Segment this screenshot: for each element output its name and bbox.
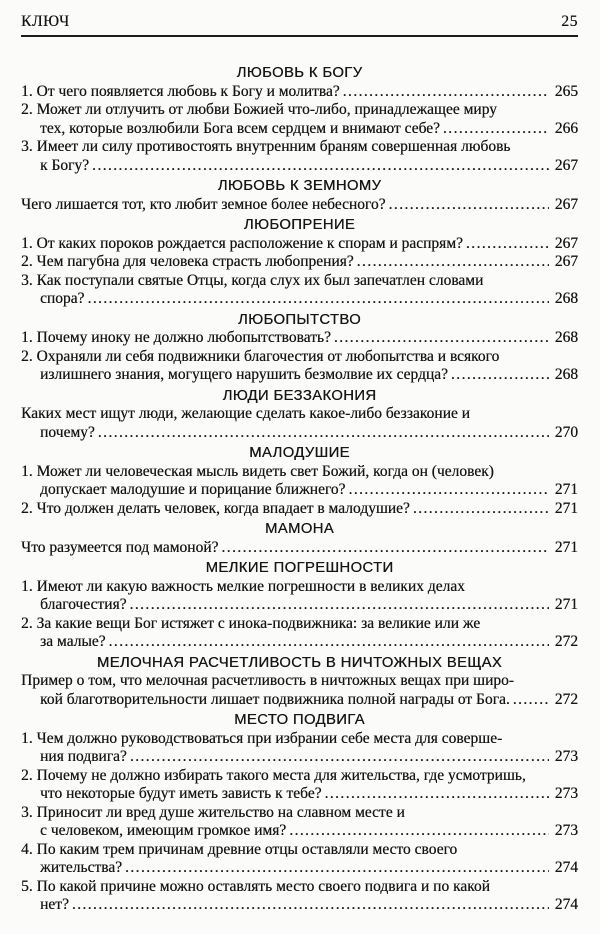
toc-entry [21,672,578,709]
entry-text: за малые? [40,633,106,650]
entry-page-number: 274 [554,896,578,913]
toc-entry [21,500,578,519]
entry-page-number: 267 [554,234,578,252]
dot-leader [343,83,549,102]
section-heading: ЛЮБОВЬ К БОГУ [236,65,363,81]
toc-entry-line [40,633,578,652]
entry-text: благочестия? [40,596,127,613]
entry-number: 1. [21,577,37,595]
entry-text: За какие вещи Бог истяжет с инока-подвижника: за великие или же [36,614,481,632]
toc-entry [21,196,578,215]
entry-page-number: 266 [554,119,578,137]
dot-leader [413,500,549,519]
toc-entry-line [21,878,578,897]
entry-text: По каким трем причинам древние отцы оставляли место своего [36,840,458,858]
toc-entry-line [21,463,578,482]
entry-text: ния подвига? [40,748,127,765]
dot-leader [98,424,549,443]
dot-leader [451,366,549,385]
entry-page-number: 272 [554,633,578,650]
toc-entry-line [40,290,578,309]
entry-page-number: 274 [554,859,578,876]
toc-entry-line [21,804,578,823]
entry-number: 2. [21,499,37,517]
table-of-contents [21,64,578,915]
toc-entry [21,578,578,615]
toc-entry-line [21,196,578,215]
entry-number: 1. [21,729,37,747]
entry-number: 3. [21,271,37,289]
toc-entry-line [21,235,578,254]
toc-entry-line [21,730,578,749]
toc-entry [21,405,578,442]
dot-leader [348,481,549,500]
running-title: КЛЮЧ [21,13,70,30]
entry-text: допускает малодушие и порицание ближнего? [40,481,346,498]
entry-number: 2. [21,347,37,365]
toc-entry [21,101,578,138]
entry-text: Чем пагубна для человека страсть любопрения? [36,253,354,270]
entry-page-number: 273 [554,748,578,765]
toc-entry-line [21,672,578,691]
toc-entry-line [40,424,578,443]
page-header [21,13,578,31]
dot-leader [221,539,549,558]
entry-page-number: 265 [554,82,578,100]
entry-page-number: 267 [554,253,578,270]
toc-entry [21,878,578,915]
toc-entry-line [40,785,578,804]
entry-text: Пример о том, что мелочная расчетливость в ничтожных вещах при широ- [21,672,514,689]
entry-number: 5. [21,877,37,895]
section-heading: ЛЮБОПРЕНИЕ [243,217,356,233]
dot-leader [72,896,549,915]
toc-entry [21,329,578,348]
entry-number: 1. [21,234,37,252]
toc-entry-line [21,253,578,272]
toc-entry-line [40,481,578,500]
entry-text: почему? [40,423,95,441]
toc-entry [21,841,578,878]
toc-entry [21,348,578,385]
entry-text: Имеют ли какую важность мелкие погрешности в великих делах [36,577,465,595]
toc-entry-line [40,120,578,139]
entry-number: 2. [21,614,37,632]
entry-page-number: 270 [554,423,578,441]
entry-text: жительства? [40,859,122,876]
dot-leader [513,691,549,710]
section-heading: МАЛОДУШИЕ [249,445,350,461]
entry-text: с человеком, имеющим громкое имя? [40,822,287,839]
toc-entry-line [21,500,578,519]
toc-entry-line [40,596,578,615]
entry-page-number: 268 [554,329,578,346]
toc-entry-line [40,366,578,385]
entry-text: Почему иноку не должно любопытствовать? [36,329,331,346]
entry-text: что некоторые будут иметь зависть к тебе? [40,785,322,802]
entry-number: 2. [21,766,37,784]
entry-text: Что должен делать человек, когда впадает в малодушие? [36,499,410,517]
entry-page-number: 271 [554,538,578,556]
entry-text: кой благотворительности лишает подвижника полной награды от Бога. [40,690,510,708]
entry-text: От каких пороков рождается расположение к спорам и распрям? [36,234,463,252]
dot-leader [334,329,549,348]
entry-text: От чего появляется любовь к Богу и молитва? [36,82,340,100]
entry-text: Как поступали святые Отцы, когда слух их был запечатлен словами [36,271,484,289]
entry-text: Чего лишается тот, кто любит земное более небесного? [21,195,386,213]
page-number: 25 [561,13,578,30]
entry-text: Приносит ли вред душе жительство на славном месте и [36,803,405,821]
entry-text: спора? [40,290,85,307]
entry-text: Может ли отлучить от любви Божией что-либо, принадлежащее миру [36,101,497,118]
section-heading: МЕЛКИЕ ПОГРЕШНОСТИ [205,560,394,576]
toc-entry-line [21,272,578,291]
entry-page-number: 273 [554,785,578,802]
dot-leader [357,253,549,272]
entry-text: Охраняли ли себя подвижники благочестия от любопытства и всякого [36,347,500,365]
toc-entry [21,235,578,254]
dot-leader [389,196,549,215]
entry-page-number: 271 [554,499,578,517]
section-heading: ЛЮДИ БЕЗЗАКОНИЯ [222,387,377,404]
toc-entry-line [40,859,578,878]
toc-entry-line [21,348,578,367]
dot-leader [130,748,549,767]
entry-text: Чем должно руководствоваться при избрании себе места для соверше- [36,729,503,747]
toc-entry-line [21,615,578,634]
toc-entry-line [21,138,578,157]
section-heading: ЛЮБОПЫТСТВО [237,311,361,328]
toc-entry-line [21,405,578,424]
toc-entry [21,272,578,309]
entry-text: тех, которые возлюбили Бога всем сердцем и внимают себе? [40,119,440,137]
toc-entry-line [21,329,578,348]
toc-entry-line [40,691,578,710]
toc-entry-line [21,539,578,558]
section-heading: МАМОНА [265,521,334,537]
dot-leader [466,235,549,254]
entry-number: 4. [21,840,37,858]
entry-text: к Богу? [40,156,90,174]
entry-page-number: 268 [554,366,578,383]
entry-text: Почему не должно избирать такого места для жительства, где усмотришь, [36,766,526,784]
toc-entry-line [21,578,578,597]
dot-leader [109,633,549,652]
entry-page-number: 268 [554,290,578,307]
entry-page-number: 271 [554,596,578,613]
toc-entry-line [40,157,578,176]
dot-leader [443,120,549,139]
entry-text: По какой причине можно оставлять место своего подвига и по какой [36,877,490,895]
dot-leader [289,822,549,841]
entry-page-number: 273 [554,822,578,839]
entry-number: 2. [21,101,37,118]
entry-page-number: 267 [554,195,578,213]
toc-entry [21,138,578,175]
toc-entry-line [21,767,578,786]
toc-entry [21,253,578,272]
dot-leader [125,859,549,878]
entry-page-number: 272 [554,690,578,708]
entry-text: нет? [40,896,69,913]
toc-entry-line [40,896,578,915]
section-heading: ЛЮБОВЬ К ЗЕМНОМУ [217,178,382,194]
dot-leader [87,290,549,309]
entry-number: 1. [21,82,37,100]
toc-entry [21,539,578,558]
dot-leader [92,157,549,176]
entry-text: Может ли человеческая мысль видеть свет Божий, когда он (человек) [36,462,494,480]
toc-entry-line [21,841,578,860]
toc-entry-line [21,101,578,120]
section-heading: МЕСТО ПОДВИГА [234,712,365,728]
entry-number: 3. [21,138,37,155]
dot-leader [324,785,549,804]
entry-number: 1. [21,329,37,346]
entry-text: Каких мест ищут люди, желающие сделать какое-либо беззаконие и [21,405,470,422]
toc-entry [21,615,578,652]
entry-text: излишнего знания, могущего нарушить безмолвие их сердца? [40,366,448,383]
entry-number: 3. [21,803,37,821]
entry-text: Что разумеется под мамоной? [21,538,219,556]
toc-entry [21,83,578,102]
toc-entry [21,804,578,841]
toc-entry-line [40,822,578,841]
entry-page-number: 267 [554,156,578,174]
entry-number: 2. [21,253,37,270]
dot-leader [129,596,549,615]
toc-entry [21,767,578,804]
toc-entry-line [40,748,578,767]
toc-entry-line [21,83,578,102]
entry-text: Имеет ли силу противостоять внутренним браням совершенная любовь [36,138,511,155]
header-rule [21,35,578,37]
entry-number: 1. [21,462,37,480]
entry-page-number: 271 [554,481,578,498]
toc-entry [21,463,578,500]
section-heading: МЕЛОЧНАЯ РАСЧЕТЛИВОСТЬ В НИЧТОЖНЫХ ВЕЩАХ [96,654,503,671]
toc-entry [21,730,578,767]
